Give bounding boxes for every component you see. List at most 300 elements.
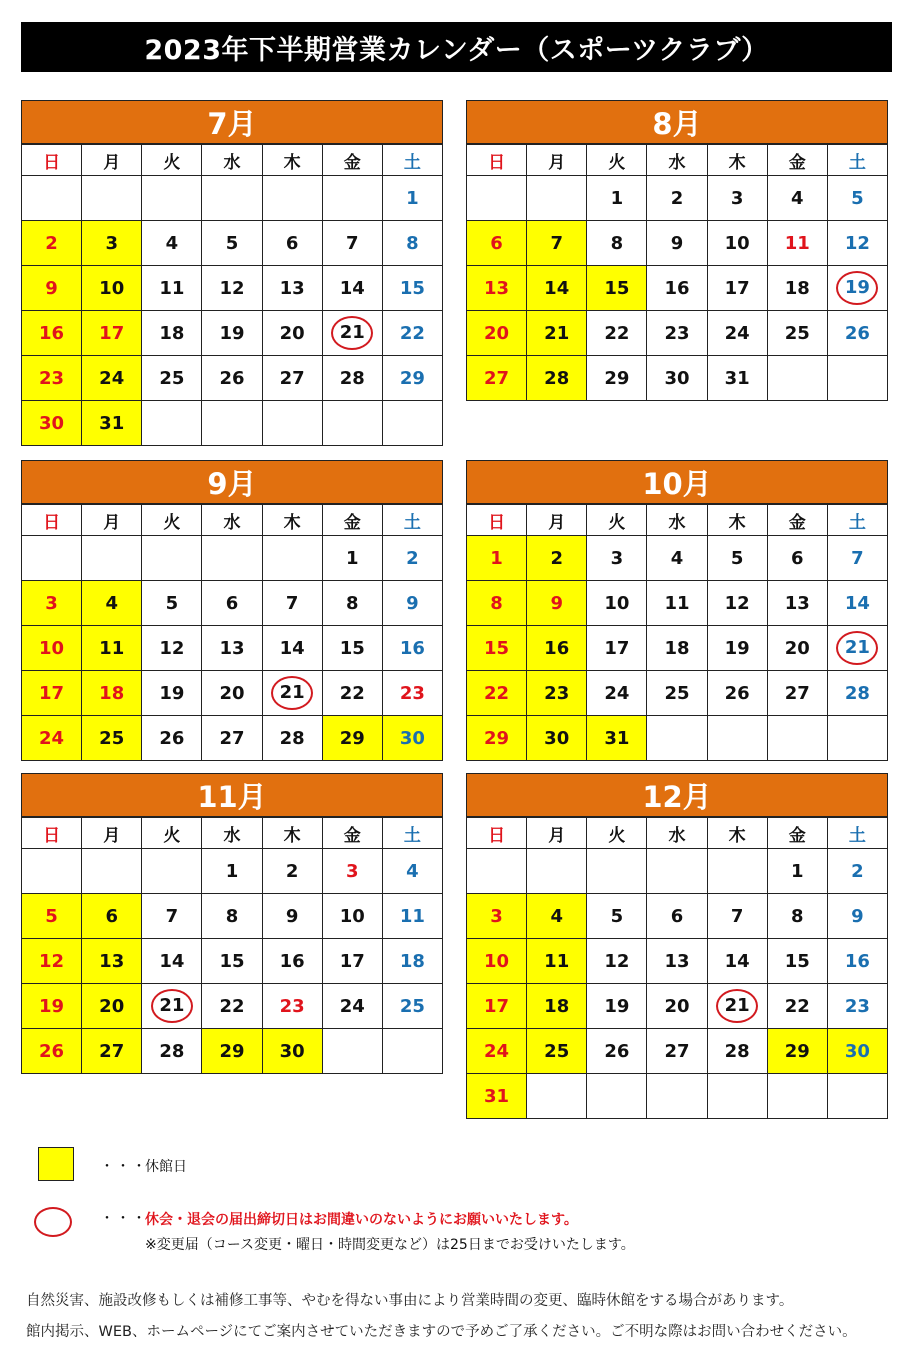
empty-cell	[707, 716, 767, 761]
day-cell: 7	[707, 894, 767, 939]
empty-cell	[142, 536, 202, 581]
deadline-circle-swatch	[34, 1207, 72, 1237]
day-cell: 30	[382, 716, 442, 761]
day-cell: 10	[707, 221, 767, 266]
day-cell: 18	[142, 311, 202, 356]
weekday-header: 金	[322, 505, 382, 536]
weekday-header: 火	[587, 505, 647, 536]
day-cell: 8	[587, 221, 647, 266]
month-header: 10月	[466, 460, 888, 504]
empty-cell	[827, 356, 887, 401]
day-cell: 5	[827, 176, 887, 221]
empty-cell	[382, 401, 442, 446]
day-cell: 15	[382, 266, 442, 311]
day-cell: 27	[82, 1029, 142, 1074]
day-cell: 28	[142, 1029, 202, 1074]
day-cell: 28	[527, 356, 587, 401]
day-cell: 5	[707, 536, 767, 581]
day-cell: 13	[82, 939, 142, 984]
weekday-header: 金	[767, 818, 827, 849]
day-cell: 17	[707, 266, 767, 311]
deadline-circle: 21	[716, 989, 758, 1023]
month-header: 12月	[466, 773, 888, 817]
day-cell: 29	[382, 356, 442, 401]
empty-cell	[647, 1074, 707, 1119]
day-cell: 4	[82, 581, 142, 626]
empty-cell	[202, 536, 262, 581]
day-cell: 27	[262, 356, 322, 401]
empty-cell	[527, 1074, 587, 1119]
day-cell: 20	[467, 311, 527, 356]
day-cell: 16	[527, 626, 587, 671]
empty-cell	[322, 401, 382, 446]
day-cell: 2	[262, 849, 322, 894]
empty-cell	[202, 401, 262, 446]
day-cell: 25	[527, 1029, 587, 1074]
day-cell: 12	[827, 221, 887, 266]
day-cell: 1	[587, 176, 647, 221]
day-cell: 1	[767, 849, 827, 894]
month-header: 11月	[21, 773, 443, 817]
month-header: 7月	[21, 100, 443, 144]
day-cell: 16	[827, 939, 887, 984]
empty-cell	[82, 536, 142, 581]
day-cell: 20	[202, 671, 262, 716]
day-cell: 24	[322, 984, 382, 1029]
weekday-header: 水	[202, 818, 262, 849]
deadline-circle: 19	[836, 271, 878, 305]
day-cell: 25	[647, 671, 707, 716]
day-cell: 6	[767, 536, 827, 581]
month-grid	[466, 144, 888, 401]
day-cell: 18	[382, 939, 442, 984]
day-cell: 22	[382, 311, 442, 356]
day-cell: 21	[527, 311, 587, 356]
day-cell: 10	[587, 581, 647, 626]
day-cell: 16	[262, 939, 322, 984]
day-cell: 17	[587, 626, 647, 671]
legend-dots: ・・・	[100, 1211, 148, 1227]
day-cell: 23	[827, 984, 887, 1029]
empty-cell	[707, 1074, 767, 1119]
day-cell: 7	[142, 894, 202, 939]
day-cell: 30	[262, 1029, 322, 1074]
day-cell: 11	[82, 626, 142, 671]
day-cell: 14	[142, 939, 202, 984]
empty-cell	[587, 1074, 647, 1119]
day-cell: 29	[322, 716, 382, 761]
empty-cell	[82, 176, 142, 221]
day-cell	[827, 266, 887, 311]
day-cell: 13	[647, 939, 707, 984]
weekday-header: 水	[647, 145, 707, 176]
weekday-header: 木	[707, 145, 767, 176]
day-cell: 24	[82, 356, 142, 401]
day-cell: 31	[587, 716, 647, 761]
day-cell: 25	[82, 716, 142, 761]
day-cell: 11	[382, 894, 442, 939]
change-notice-note: ※変更届（コース変更・曜日・時間変更など）は25日までお受けいたします。	[145, 1237, 635, 1253]
day-cell: 10	[467, 939, 527, 984]
weekday-header: 火	[142, 145, 202, 176]
day-cell: 1	[382, 176, 442, 221]
weekday-header: 金	[767, 145, 827, 176]
calendar-august	[466, 100, 888, 401]
day-cell: 30	[527, 716, 587, 761]
empty-cell	[322, 176, 382, 221]
day-cell: 27	[647, 1029, 707, 1074]
day-cell	[142, 984, 202, 1029]
empty-cell	[647, 716, 707, 761]
empty-cell	[827, 716, 887, 761]
empty-cell	[262, 401, 322, 446]
month-grid	[21, 504, 443, 761]
day-cell: 24	[587, 671, 647, 716]
day-cell: 26	[202, 356, 262, 401]
day-cell: 9	[647, 221, 707, 266]
day-cell: 7	[322, 221, 382, 266]
day-cell: 20	[767, 626, 827, 671]
day-cell: 3	[467, 894, 527, 939]
weekday-header: 土	[827, 818, 887, 849]
deadline-circle: 21	[151, 989, 193, 1023]
empty-cell	[202, 176, 262, 221]
deadline-circle: 21	[331, 316, 373, 350]
day-cell: 1	[322, 536, 382, 581]
day-cell: 30	[827, 1029, 887, 1074]
day-cell: 5	[202, 221, 262, 266]
footer-notice-1: 自然災害、施設改修もしくは補修工事等、やむを得ない事由により営業時間の変更、臨時休館をする場合があります。	[26, 1293, 794, 1309]
day-cell: 9	[262, 894, 322, 939]
weekday-header: 日	[467, 818, 527, 849]
empty-cell	[142, 176, 202, 221]
weekday-header: 土	[827, 145, 887, 176]
calendar-july	[21, 100, 443, 446]
weekday-header: 月	[82, 505, 142, 536]
day-cell: 15	[322, 626, 382, 671]
footer-notice-2: 館内掲示、WEB、ホームページにてご案内させていただきますので予めご了承ください。ご不明な際はお問い合わせください。	[26, 1324, 857, 1340]
day-cell: 17	[82, 311, 142, 356]
day-cell: 2	[22, 221, 82, 266]
day-cell: 15	[587, 266, 647, 311]
day-cell: 5	[142, 581, 202, 626]
day-cell: 6	[647, 894, 707, 939]
day-cell: 9	[22, 266, 82, 311]
weekday-header: 土	[382, 505, 442, 536]
day-cell: 17	[22, 671, 82, 716]
day-cell: 13	[202, 626, 262, 671]
empty-cell	[262, 536, 322, 581]
day-cell: 6	[262, 221, 322, 266]
weekday-header: 水	[647, 818, 707, 849]
weekday-header: 木	[707, 818, 767, 849]
day-cell	[707, 984, 767, 1029]
day-cell: 23	[262, 984, 322, 1029]
day-cell: 7	[827, 536, 887, 581]
closed-day-swatch	[38, 1147, 74, 1181]
day-cell: 5	[22, 894, 82, 939]
empty-cell	[467, 849, 527, 894]
weekday-header: 木	[262, 145, 322, 176]
page-title: 2023年下半期営業カレンダー（スポーツクラブ）	[21, 22, 892, 72]
weekday-header: 水	[647, 505, 707, 536]
weekday-header: 金	[767, 505, 827, 536]
weekday-header: 月	[82, 818, 142, 849]
empty-cell	[142, 849, 202, 894]
day-cell: 24	[22, 716, 82, 761]
day-cell: 6	[202, 581, 262, 626]
legend-dots: ・・・	[100, 1159, 148, 1175]
empty-cell	[767, 716, 827, 761]
day-cell: 20	[647, 984, 707, 1029]
day-cell: 11	[527, 939, 587, 984]
day-cell: 7	[262, 581, 322, 626]
deadline-circle: 21	[836, 631, 878, 665]
day-cell	[262, 671, 322, 716]
day-cell: 2	[382, 536, 442, 581]
day-cell: 14	[262, 626, 322, 671]
day-cell: 9	[827, 894, 887, 939]
day-cell: 24	[467, 1029, 527, 1074]
day-cell: 11	[767, 221, 827, 266]
empty-cell	[22, 176, 82, 221]
day-cell: 28	[707, 1029, 767, 1074]
day-cell: 2	[647, 176, 707, 221]
day-cell: 23	[22, 356, 82, 401]
empty-cell	[767, 1074, 827, 1119]
day-cell: 11	[647, 581, 707, 626]
day-cell: 24	[707, 311, 767, 356]
weekday-header: 月	[527, 145, 587, 176]
weekday-header: 火	[587, 818, 647, 849]
weekday-header: 日	[22, 145, 82, 176]
month-header: 9月	[21, 460, 443, 504]
day-cell	[827, 626, 887, 671]
day-cell: 23	[527, 671, 587, 716]
day-cell: 1	[467, 536, 527, 581]
weekday-header: 日	[22, 818, 82, 849]
day-cell: 3	[587, 536, 647, 581]
day-cell: 27	[767, 671, 827, 716]
weekday-header: 木	[262, 818, 322, 849]
day-cell: 26	[707, 671, 767, 716]
day-cell: 22	[467, 671, 527, 716]
day-cell: 28	[262, 716, 322, 761]
day-cell: 3	[707, 176, 767, 221]
day-cell: 20	[262, 311, 322, 356]
weekday-header: 火	[142, 505, 202, 536]
month-grid	[21, 817, 443, 1074]
day-cell: 15	[767, 939, 827, 984]
day-cell: 13	[767, 581, 827, 626]
day-cell: 16	[647, 266, 707, 311]
weekday-header: 土	[382, 145, 442, 176]
weekday-header: 土	[382, 818, 442, 849]
empty-cell	[322, 1029, 382, 1074]
day-cell: 22	[767, 984, 827, 1029]
day-cell: 15	[202, 939, 262, 984]
day-cell: 2	[827, 849, 887, 894]
day-cell: 3	[322, 849, 382, 894]
day-cell: 14	[707, 939, 767, 984]
day-cell	[322, 311, 382, 356]
month-grid	[466, 817, 888, 1119]
day-cell: 13	[467, 266, 527, 311]
empty-cell	[142, 401, 202, 446]
weekday-header: 火	[142, 818, 202, 849]
day-cell: 8	[202, 894, 262, 939]
weekday-header: 金	[322, 145, 382, 176]
day-cell: 18	[647, 626, 707, 671]
day-cell: 4	[767, 176, 827, 221]
day-cell: 30	[22, 401, 82, 446]
day-cell: 18	[82, 671, 142, 716]
day-cell: 23	[647, 311, 707, 356]
day-cell: 28	[322, 356, 382, 401]
empty-cell	[22, 849, 82, 894]
empty-cell	[647, 849, 707, 894]
day-cell: 8	[322, 581, 382, 626]
weekday-header: 火	[587, 145, 647, 176]
day-cell: 19	[142, 671, 202, 716]
day-cell: 4	[647, 536, 707, 581]
day-cell: 6	[82, 894, 142, 939]
day-cell: 16	[382, 626, 442, 671]
month-grid	[21, 144, 443, 446]
weekday-header: 木	[707, 505, 767, 536]
weekday-header: 日	[22, 505, 82, 536]
day-cell: 8	[382, 221, 442, 266]
day-cell: 31	[707, 356, 767, 401]
day-cell: 30	[647, 356, 707, 401]
day-cell: 27	[467, 356, 527, 401]
day-cell: 4	[142, 221, 202, 266]
day-cell: 10	[22, 626, 82, 671]
day-cell: 26	[142, 716, 202, 761]
day-cell: 15	[467, 626, 527, 671]
empty-cell	[587, 849, 647, 894]
day-cell: 9	[382, 581, 442, 626]
empty-cell	[767, 356, 827, 401]
day-cell: 6	[467, 221, 527, 266]
weekday-header: 水	[202, 505, 262, 536]
day-cell: 19	[202, 311, 262, 356]
empty-cell	[467, 176, 527, 221]
day-cell: 29	[467, 716, 527, 761]
calendar-september	[21, 460, 443, 761]
day-cell: 8	[767, 894, 827, 939]
empty-cell	[527, 176, 587, 221]
day-cell: 11	[142, 266, 202, 311]
weekday-header: 月	[527, 818, 587, 849]
weekday-header: 金	[322, 818, 382, 849]
day-cell: 26	[22, 1029, 82, 1074]
weekday-header: 日	[467, 505, 527, 536]
day-cell: 22	[202, 984, 262, 1029]
day-cell: 16	[22, 311, 82, 356]
weekday-header: 日	[467, 145, 527, 176]
weekday-header: 月	[82, 145, 142, 176]
day-cell: 29	[202, 1029, 262, 1074]
day-cell: 23	[382, 671, 442, 716]
day-cell: 18	[767, 266, 827, 311]
empty-cell	[82, 849, 142, 894]
day-cell: 13	[262, 266, 322, 311]
day-cell: 19	[587, 984, 647, 1029]
weekday-header: 水	[202, 145, 262, 176]
weekday-header: 月	[527, 505, 587, 536]
day-cell: 10	[82, 266, 142, 311]
day-cell: 17	[322, 939, 382, 984]
day-cell: 18	[527, 984, 587, 1029]
month-header: 8月	[466, 100, 888, 144]
day-cell: 27	[202, 716, 262, 761]
day-cell: 7	[527, 221, 587, 266]
calendar-october	[466, 460, 888, 761]
day-cell: 12	[22, 939, 82, 984]
day-cell: 28	[827, 671, 887, 716]
day-cell: 12	[587, 939, 647, 984]
day-cell: 12	[202, 266, 262, 311]
day-cell: 8	[467, 581, 527, 626]
empty-cell	[707, 849, 767, 894]
day-cell: 1	[202, 849, 262, 894]
empty-cell	[22, 536, 82, 581]
empty-cell	[527, 849, 587, 894]
day-cell: 17	[467, 984, 527, 1029]
closed-day-label: 休館日	[145, 1159, 187, 1175]
empty-cell	[262, 176, 322, 221]
day-cell: 12	[707, 581, 767, 626]
empty-cell	[382, 1029, 442, 1074]
day-cell: 22	[587, 311, 647, 356]
day-cell: 5	[587, 894, 647, 939]
day-cell: 26	[587, 1029, 647, 1074]
day-cell: 3	[82, 221, 142, 266]
day-cell: 12	[142, 626, 202, 671]
day-cell: 19	[22, 984, 82, 1029]
deadline-label: 休会・退会の届出締切日はお間違いのないようにお願いいたします。	[145, 1212, 578, 1228]
day-cell: 31	[467, 1074, 527, 1119]
day-cell: 29	[767, 1029, 827, 1074]
day-cell: 2	[527, 536, 587, 581]
weekday-header: 土	[827, 505, 887, 536]
day-cell: 26	[827, 311, 887, 356]
deadline-circle: 21	[271, 676, 313, 710]
day-cell: 22	[322, 671, 382, 716]
day-cell: 29	[587, 356, 647, 401]
calendar-november	[21, 773, 443, 1074]
day-cell: 25	[767, 311, 827, 356]
month-grid	[466, 504, 888, 761]
day-cell: 14	[322, 266, 382, 311]
day-cell: 20	[82, 984, 142, 1029]
day-cell: 14	[827, 581, 887, 626]
weekday-header: 木	[262, 505, 322, 536]
empty-cell	[827, 1074, 887, 1119]
day-cell: 3	[22, 581, 82, 626]
day-cell: 25	[382, 984, 442, 1029]
calendar-december	[466, 773, 888, 1119]
day-cell: 4	[527, 894, 587, 939]
day-cell: 10	[322, 894, 382, 939]
day-cell: 25	[142, 356, 202, 401]
day-cell: 19	[707, 626, 767, 671]
day-cell: 14	[527, 266, 587, 311]
day-cell: 9	[527, 581, 587, 626]
day-cell: 31	[82, 401, 142, 446]
day-cell: 4	[382, 849, 442, 894]
